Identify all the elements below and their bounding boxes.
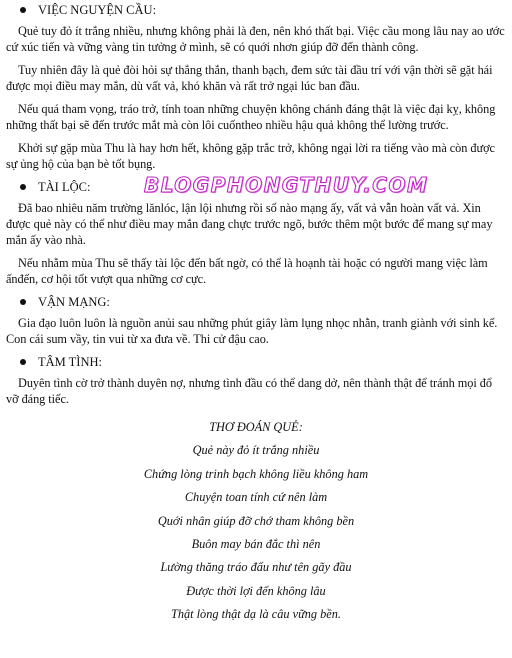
paragraph: Khởi sự gặp mùa Thu là hay hơn hết, không gặp trắc trở, không ngại lời ra tiếng vào mà còn được sự ủng hộ của bạn bè tốt bụng. xyxy=(6,141,495,171)
paragraph: Duyên tình cờ trở thành duyên nợ, nhưng tình đầu có thể dang dở, nên thành thật để tránh mọi đổ vỡ đáng tiếc. xyxy=(6,376,492,406)
paragraph: Đã bao nhiêu năm trường lănlóc, lận lội nhưng rồi số nào mạng ấy, vất vả vẫn hoàn vất vả. Xin được quẻ này có thể như điều may mắn đang chực trước ngõ, bước thêm một bước để mang sự may mắn ấy vào nhà. xyxy=(6,201,493,247)
poem-line: Chuyện toan tính cứ nên làm xyxy=(184,490,328,505)
poem-line: Được thời lợi đến không lâu xyxy=(186,583,326,598)
poem-line: Quẻ này đỏ ít trắng nhiều xyxy=(192,443,320,458)
paragraph: Tuy nhiên đây là quẻ đòi hỏi sự thẳng thắn, thanh bạch, đem sức tài đầu trí với vận thời sẽ gặt hái được mọi điều may mắn, dù vất vả, khó khăn và rất trở ngại lúc ban đầu. xyxy=(6,63,493,93)
section-heading-love xyxy=(20,354,506,370)
section-title: TÂM TÌNH: xyxy=(38,355,103,369)
poem-line: Thật lòng thật dạ là câu vững bền. xyxy=(171,607,341,622)
bullet-icon xyxy=(20,184,26,190)
paragraph: Gia đạo luôn luôn là nguồn anủi sau những phút giây làm lụng nhọc nhằn, tranh giành với sinh kế. Con cái sum vầy, tin vui từ xa đưa về. Thi cử đậu cao. xyxy=(6,316,498,346)
paragraph: Nếu quá tham vọng, tráo trở, tính toan những chuyện không chánh đáng thật là việc đại kỵ, không những thất bại sẽ đến trước mắt mà còn lôi cuốntheo nhiều hậu quả không thể lường trước. xyxy=(6,102,496,132)
section-heading-row-wealth xyxy=(6,173,506,197)
poem-line: Quới nhân giúp đỡ chớ tham không bền xyxy=(157,513,355,528)
poem-line: Lường thăng tráo đấu như tên gãy đầu xyxy=(160,560,352,575)
bullet-icon xyxy=(20,359,26,365)
section-heading-wish xyxy=(20,2,506,18)
section-title: VIỆC NGUYỆN CẦU: xyxy=(38,3,157,17)
poem-line: Chứng lòng trinh bạch không liều không ham xyxy=(143,466,369,481)
poem-title: THƠ ĐOÁN QUẺ: xyxy=(209,420,303,434)
paragraph: Nếu nhằm mùa Thu sẽ thấy tài lộc đến bất ngờ, có thể là hoạnh tài hoặc có người mang việc làm ấnđến, cơ hội tốt vượt qua những cơ cực. xyxy=(6,256,488,286)
section-heading-fate xyxy=(20,294,506,310)
paragraph: Quẻ tuy đỏ ít trắng nhiều, nhưng không phải là đen, nên khó thất bại. Việc cầu mong lâu nay ao ước cứ xúc tiến và vững vàng tin tưởng ở mình, sẽ có quới nhơn giúp đỡ đến thành công. xyxy=(6,24,505,54)
section-title: VẬN MẠNG: xyxy=(38,295,110,309)
poem xyxy=(6,419,506,622)
watermark-logo: BLOGPHONGTHUY.COM xyxy=(144,173,429,197)
bullet-icon xyxy=(20,7,26,13)
section-title: TÀI LỘC: xyxy=(38,180,91,194)
poem-line: Buôn may bán đắc thì nên xyxy=(191,536,321,551)
bullet-icon xyxy=(20,299,26,305)
